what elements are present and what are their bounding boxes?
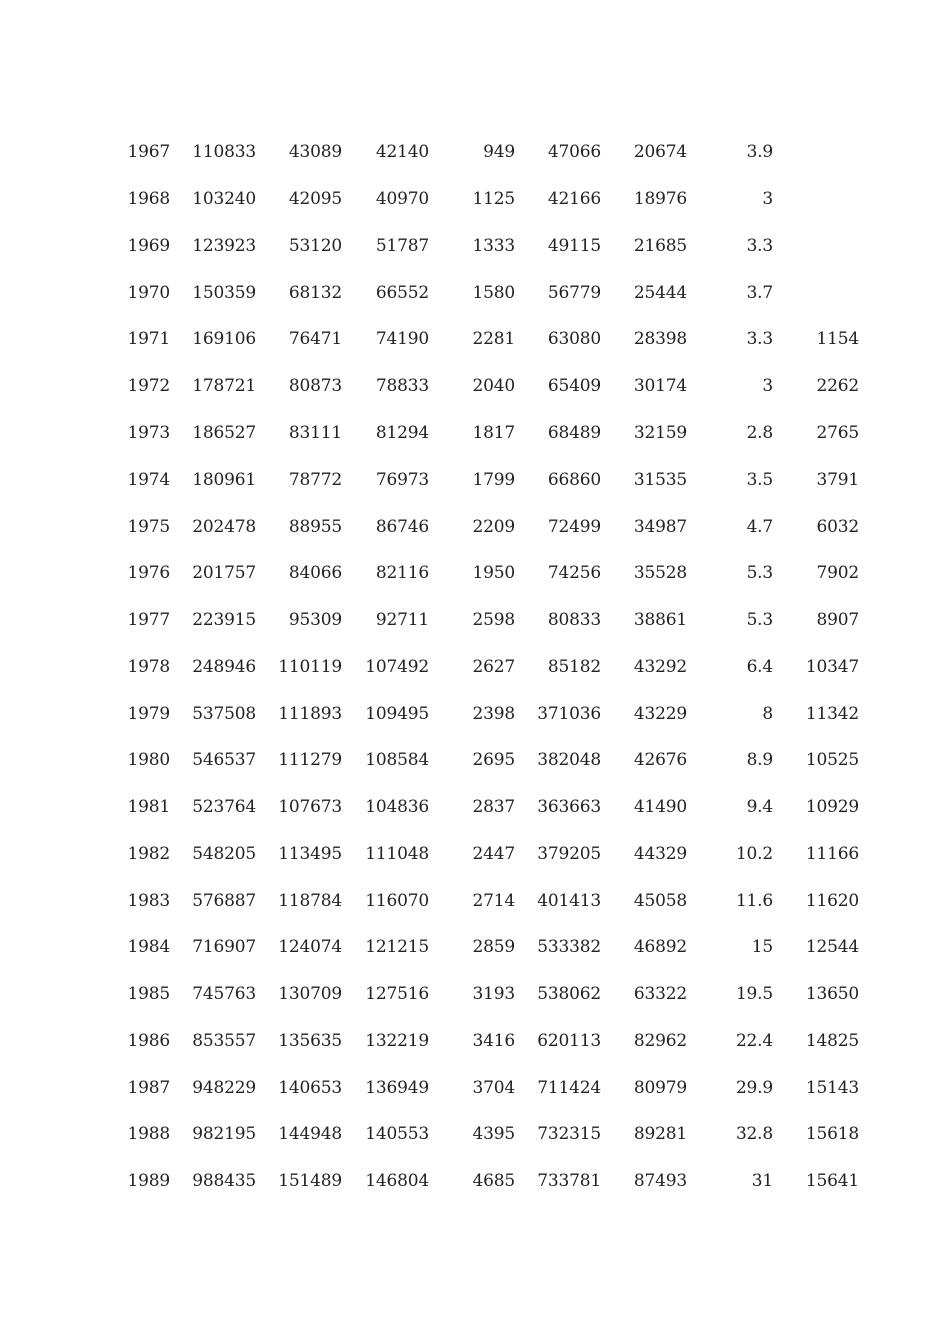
value-cell: 523764	[192, 797, 256, 818]
value-cell: 7902	[816, 563, 859, 584]
value-cell: 111893	[278, 703, 342, 724]
year-cell: 1978	[127, 656, 170, 677]
table-row	[110, 503, 859, 550]
value-cell: 10347	[805, 656, 859, 677]
value-cell: 202478	[192, 516, 256, 537]
table-body	[110, 129, 859, 1205]
value-cell: 20674	[633, 142, 687, 163]
value-cell: 3.3	[746, 235, 773, 256]
value-cell: 8907	[816, 610, 859, 631]
value-cell: 51787	[375, 235, 429, 256]
table-row	[110, 316, 859, 363]
value-cell: 14825	[805, 1030, 859, 1051]
value-cell: 2447	[472, 843, 515, 864]
value-cell: 4.7	[746, 516, 773, 537]
value-cell: 2281	[472, 329, 515, 350]
value-cell: 401413	[537, 890, 601, 911]
value-cell: 1333	[472, 235, 515, 256]
value-cell	[773, 129, 859, 176]
value-cell: 49115	[547, 235, 601, 256]
value-cell: 2262	[816, 376, 859, 397]
value-cell: 82962	[633, 1030, 687, 1051]
year-cell: 1979	[127, 703, 170, 724]
value-cell: 2765	[816, 422, 859, 443]
year-cell: 1975	[127, 516, 170, 537]
value-cell: 86746	[375, 516, 429, 537]
value-cell: 2627	[472, 656, 515, 677]
value-cell: 111279	[278, 750, 342, 771]
value-cell: 68489	[547, 422, 601, 443]
value-cell: 2209	[472, 516, 515, 537]
value-cell: 201757	[192, 563, 256, 584]
year-cell: 1982	[127, 843, 170, 864]
year-cell: 1985	[127, 984, 170, 1005]
value-cell: 711424	[537, 1077, 601, 1098]
value-cell: 41490	[633, 797, 687, 818]
year-cell: 1967	[127, 142, 170, 163]
value-cell: 22.4	[735, 1030, 773, 1051]
year-cell: 1972	[127, 376, 170, 397]
value-cell: 78772	[288, 469, 342, 490]
value-cell: 68132	[288, 282, 342, 303]
table-row	[110, 176, 859, 223]
value-cell: 78833	[375, 376, 429, 397]
value-cell: 11620	[805, 890, 859, 911]
value-cell: 140653	[278, 1077, 342, 1098]
value-cell: 363663	[537, 797, 601, 818]
value-cell: 74190	[375, 329, 429, 350]
table-row	[110, 1111, 859, 1158]
value-cell: 76471	[288, 329, 342, 350]
value-cell: 948229	[192, 1077, 256, 1098]
value-cell: 45058	[633, 890, 687, 911]
table-row	[110, 830, 859, 877]
value-cell: 113495	[278, 843, 342, 864]
value-cell: 3791	[816, 469, 859, 490]
value-cell: 76973	[375, 469, 429, 490]
year-cell: 1977	[127, 610, 170, 631]
table-row	[110, 1018, 859, 1065]
value-cell: 15143	[805, 1077, 859, 1098]
value-cell: 89281	[633, 1124, 687, 1145]
value-cell: 11342	[805, 703, 859, 724]
value-cell: 745763	[192, 984, 256, 1005]
value-cell: 1154	[816, 329, 859, 350]
value-cell: 6032	[816, 516, 859, 537]
value-cell: 109495	[365, 703, 429, 724]
value-cell: 18976	[633, 189, 687, 210]
value-cell: 546537	[192, 750, 256, 771]
value-cell: 15641	[805, 1171, 859, 1192]
value-cell: 43292	[633, 656, 687, 677]
table-row	[110, 363, 859, 410]
value-cell: 949	[483, 142, 515, 163]
value-cell: 3193	[472, 984, 515, 1005]
value-cell: 988435	[192, 1171, 256, 1192]
value-cell: 2695	[472, 750, 515, 771]
value-cell: 1799	[472, 469, 515, 490]
value-cell: 110833	[192, 142, 256, 163]
value-cell: 42095	[288, 189, 342, 210]
value-cell: 2598	[472, 610, 515, 631]
value-cell: 34987	[633, 516, 687, 537]
value-cell: 150359	[192, 282, 256, 303]
value-cell: 382048	[537, 750, 601, 771]
value-cell: 82116	[375, 563, 429, 584]
value-cell: 533382	[537, 937, 601, 958]
value-cell: 107492	[365, 656, 429, 677]
table-row	[110, 643, 859, 690]
value-cell: 47066	[547, 142, 601, 163]
value-cell: 8	[762, 703, 773, 724]
value-cell: 576887	[192, 890, 256, 911]
value-cell: 12544	[805, 937, 859, 958]
value-cell: 10.2	[735, 843, 773, 864]
table-row	[110, 877, 859, 924]
value-cell: 178721	[192, 376, 256, 397]
value-cell: 136949	[365, 1077, 429, 1098]
value-cell: 151489	[278, 1171, 342, 1192]
table-row	[110, 597, 859, 644]
value-cell: 46892	[633, 937, 687, 958]
value-cell: 121215	[365, 937, 429, 958]
value-cell: 2.8	[746, 422, 773, 443]
value-cell: 28398	[633, 329, 687, 350]
value-cell: 107673	[278, 797, 342, 818]
value-cell: 3.5	[746, 469, 773, 490]
value-cell: 132219	[365, 1030, 429, 1051]
value-cell: 3	[762, 189, 773, 210]
year-cell: 1970	[127, 282, 170, 303]
year-cell: 1986	[127, 1030, 170, 1051]
value-cell: 42166	[547, 189, 601, 210]
value-cell: 74256	[547, 563, 601, 584]
value-cell: 108584	[365, 750, 429, 771]
value-cell: 116070	[365, 890, 429, 911]
table-row	[110, 737, 859, 784]
value-cell: 169106	[192, 329, 256, 350]
year-cell: 1968	[127, 189, 170, 210]
value-cell: 733781	[537, 1171, 601, 1192]
value-cell: 111048	[365, 843, 429, 864]
value-cell: 95309	[288, 610, 342, 631]
value-cell: 80833	[547, 610, 601, 631]
year-cell: 1980	[127, 750, 170, 771]
value-cell: 15	[751, 937, 773, 958]
table-row	[110, 1064, 859, 1111]
value-cell: 982195	[192, 1124, 256, 1145]
table-row	[110, 690, 859, 737]
value-cell: 43089	[288, 142, 342, 163]
year-cell: 1969	[127, 235, 170, 256]
value-cell: 40970	[375, 189, 429, 210]
value-cell: 2398	[472, 703, 515, 724]
value-cell: 80979	[633, 1077, 687, 1098]
value-cell: 15618	[805, 1124, 859, 1145]
value-cell: 10525	[805, 750, 859, 771]
value-cell	[773, 269, 859, 316]
year-cell: 1973	[127, 422, 170, 443]
value-cell: 110119	[278, 656, 342, 677]
value-cell: 42676	[633, 750, 687, 771]
table-row	[110, 223, 859, 270]
table-row	[110, 924, 859, 971]
value-cell: 92711	[375, 610, 429, 631]
value-cell: 104836	[365, 797, 429, 818]
value-cell: 72499	[547, 516, 601, 537]
value-cell: 29.9	[735, 1077, 773, 1098]
value-cell: 5.3	[746, 610, 773, 631]
value-cell: 85182	[547, 656, 601, 677]
table-row	[110, 550, 859, 597]
year-cell: 1971	[127, 329, 170, 350]
value-cell: 31	[751, 1171, 773, 1192]
value-cell: 140553	[365, 1124, 429, 1145]
year-cell: 1984	[127, 937, 170, 958]
value-cell: 53120	[288, 235, 342, 256]
value-cell: 103240	[192, 189, 256, 210]
value-cell: 32.8	[735, 1124, 773, 1145]
value-cell: 9.4	[746, 797, 773, 818]
value-cell: 21685	[633, 235, 687, 256]
value-cell: 1817	[472, 422, 515, 443]
year-cell: 1974	[127, 469, 170, 490]
value-cell: 63322	[633, 984, 687, 1005]
value-cell: 146804	[365, 1171, 429, 1192]
value-cell: 379205	[537, 843, 601, 864]
value-cell: 63080	[547, 329, 601, 350]
statistics-table	[110, 129, 859, 1205]
value-cell: 31535	[633, 469, 687, 490]
table-row	[110, 784, 859, 831]
value-cell: 123923	[192, 235, 256, 256]
value-cell: 66552	[375, 282, 429, 303]
table-row	[110, 410, 859, 457]
value-cell: 4685	[472, 1171, 515, 1192]
value-cell: 2859	[472, 937, 515, 958]
value-cell: 853557	[192, 1030, 256, 1051]
value-cell: 3704	[472, 1077, 515, 1098]
value-cell: 13650	[805, 984, 859, 1005]
value-cell: 186527	[192, 422, 256, 443]
year-cell: 1988	[127, 1124, 170, 1145]
value-cell: 42140	[375, 142, 429, 163]
value-cell: 38861	[633, 610, 687, 631]
value-cell: 130709	[278, 984, 342, 1005]
value-cell: 83111	[288, 422, 342, 443]
value-cell: 5.3	[746, 563, 773, 584]
value-cell: 135635	[278, 1030, 342, 1051]
value-cell: 118784	[278, 890, 342, 911]
value-cell: 1125	[472, 189, 515, 210]
value-cell: 716907	[192, 937, 256, 958]
value-cell: 11166	[805, 843, 859, 864]
year-cell: 1987	[127, 1077, 170, 1098]
value-cell: 180961	[192, 469, 256, 490]
value-cell: 3.9	[746, 142, 773, 163]
value-cell: 371036	[537, 703, 601, 724]
value-cell: 732315	[537, 1124, 601, 1145]
value-cell: 66860	[547, 469, 601, 490]
value-cell: 248946	[192, 656, 256, 677]
value-cell: 3.3	[746, 329, 773, 350]
value-cell: 124074	[278, 937, 342, 958]
value-cell: 223915	[192, 610, 256, 631]
value-cell: 2714	[472, 890, 515, 911]
value-cell: 127516	[365, 984, 429, 1005]
value-cell: 65409	[547, 376, 601, 397]
table-row	[110, 1158, 859, 1205]
table-row	[110, 971, 859, 1018]
value-cell: 43229	[633, 703, 687, 724]
value-cell: 2837	[472, 797, 515, 818]
value-cell: 56779	[547, 282, 601, 303]
value-cell: 548205	[192, 843, 256, 864]
value-cell: 3.7	[746, 282, 773, 303]
value-cell: 1580	[472, 282, 515, 303]
year-cell: 1981	[127, 797, 170, 818]
value-cell: 4395	[472, 1124, 515, 1145]
value-cell: 10929	[805, 797, 859, 818]
value-cell: 538062	[537, 984, 601, 1005]
year-cell: 1989	[127, 1171, 170, 1192]
value-cell: 620113	[537, 1030, 601, 1051]
value-cell: 30174	[633, 376, 687, 397]
value-cell: 25444	[633, 282, 687, 303]
value-cell: 2040	[472, 376, 515, 397]
value-cell: 144948	[278, 1124, 342, 1145]
value-cell: 8.9	[746, 750, 773, 771]
value-cell	[773, 176, 859, 223]
value-cell: 32159	[633, 422, 687, 443]
value-cell	[773, 223, 859, 270]
value-cell: 19.5	[735, 984, 773, 1005]
value-cell: 11.6	[735, 890, 773, 911]
value-cell: 81294	[375, 422, 429, 443]
value-cell: 3	[762, 376, 773, 397]
value-cell: 537508	[192, 703, 256, 724]
value-cell: 44329	[633, 843, 687, 864]
value-cell: 88955	[288, 516, 342, 537]
table-row	[110, 129, 859, 176]
table-row	[110, 456, 859, 503]
value-cell: 84066	[288, 563, 342, 584]
value-cell: 80873	[288, 376, 342, 397]
value-cell: 35528	[633, 563, 687, 584]
year-cell: 1976	[127, 563, 170, 584]
year-cell: 1983	[127, 890, 170, 911]
value-cell: 6.4	[746, 656, 773, 677]
value-cell: 87493	[633, 1171, 687, 1192]
table-row	[110, 269, 859, 316]
value-cell: 1950	[472, 563, 515, 584]
value-cell: 3416	[472, 1030, 515, 1051]
